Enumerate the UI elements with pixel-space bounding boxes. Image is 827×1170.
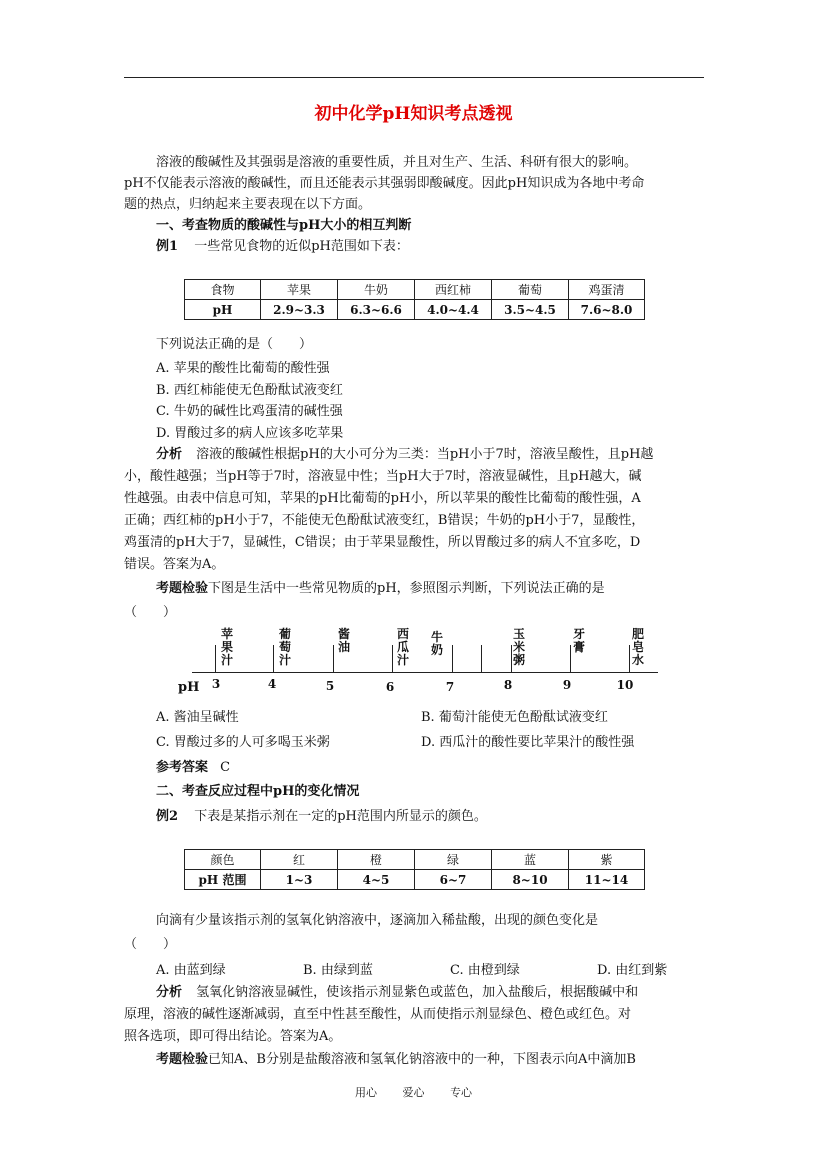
- scale-tick: [215, 645, 216, 672]
- analysis-1-line-1: [156, 444, 653, 465]
- table-row: [185, 870, 645, 890]
- page-title: 初中化学pH知识考点透视: [314, 104, 513, 124]
- footer-item: 爱心: [402, 1086, 425, 1099]
- option-b: B. 西红柿能使无色酚酞试液变红: [156, 383, 343, 398]
- section-heading-1: 一、考查物质的酸碱性与pH大小的相互判断: [156, 218, 412, 233]
- footer-item: 专心: [450, 1086, 472, 1099]
- food-ph-table: [184, 279, 645, 320]
- scale-tick: [452, 645, 453, 672]
- axis-label: pH: [178, 680, 200, 695]
- reference-answer-label: 参考答案: [156, 760, 209, 775]
- q2-option-d: D. 由红到紫: [597, 963, 668, 978]
- analysis-1-line-5: 鸡蛋清的pH大于7，显碱性，C错误；由于苹果显酸性，所以胃酸过多的病人不宜多吃，D: [124, 535, 641, 550]
- check-1-paren: （ ）: [124, 605, 177, 620]
- scale-tick: [570, 645, 571, 672]
- table-cell: 6.3~6.6: [338, 300, 415, 320]
- tick-label: 4: [267, 677, 277, 691]
- table-cell: 颜色: [185, 850, 261, 870]
- table-cell: 葡萄: [492, 280, 569, 300]
- example-text: 一些常见食物的近似pH范围如下表：: [194, 239, 409, 254]
- analysis-1-line-3: 性越强。由表中信息可知，苹果的pH比葡萄的pH小，所以苹果的酸性比葡萄的酸性强，A: [124, 491, 641, 506]
- table-cell: 苹果: [261, 280, 338, 300]
- table-cell: 西红柿: [415, 280, 492, 300]
- analysis-2-line-2: 原理，溶液的碱性逐渐减弱，直至中性甚至酸性，从而使指示剂显绿色、橙色或红色。对: [124, 1007, 632, 1022]
- indicator-color-table: [184, 849, 645, 890]
- q2-option-a: A. 由蓝到绿: [156, 963, 226, 978]
- table-header-row: [185, 280, 645, 300]
- check-1: [156, 578, 605, 599]
- analysis-label: 分析: [156, 985, 183, 1000]
- table-cell: 7.6~8.0: [569, 300, 645, 320]
- tick-label: 10: [616, 678, 634, 692]
- analysis-2-line-1: [156, 982, 638, 1003]
- footer-item: 用心: [355, 1086, 377, 1099]
- check-text: 下图是生活中一些常见物质的pH，参照图示判断，下列说法正确的是: [208, 581, 605, 596]
- reference-answer: [156, 757, 230, 778]
- scale-axis: [192, 672, 658, 673]
- table-cell: 3.5~4.5: [492, 300, 569, 320]
- tick-label: 9: [562, 678, 572, 692]
- tick-label: 8: [503, 678, 513, 692]
- table-cell: 8~10: [492, 870, 569, 890]
- question-2-paren: （ ）: [124, 937, 177, 952]
- analysis-1-line-6: 错误。答案为A。: [124, 557, 225, 572]
- substance-label: 肥皂水: [631, 627, 644, 667]
- option-d: D. 胃酸过多的病人应该多吃苹果: [156, 426, 344, 441]
- check-label: 考题检验: [156, 1052, 209, 1067]
- check-option-b: B. 葡萄汁能使无色酚酞试液变红: [421, 710, 608, 725]
- header-rule: [124, 77, 704, 78]
- scale-tick: [481, 645, 482, 672]
- substance-label: 牙膏: [572, 627, 585, 654]
- question-1: 下列说法正确的是（ ）: [156, 337, 313, 352]
- substance-label: 葡萄汁: [278, 627, 291, 667]
- check-text: 已知A、B分别是盐酸溶液和氢氧化钠溶液中的一种，下图表示向A中滴加B: [208, 1052, 636, 1067]
- q2-option-b: B. 由绿到蓝: [303, 963, 373, 978]
- analysis-1-line-4: 正确；西红柿的pH小于7，不能使无色酚酞试液变红，B错误；牛奶的pH小于7，显酸性，: [124, 513, 645, 528]
- table-cell: 1~3: [261, 870, 338, 890]
- substance-label: 玉米粥: [512, 627, 525, 667]
- table-cell: 11~14: [569, 870, 645, 890]
- tick-label: 7: [445, 680, 455, 694]
- analysis-label: 分析: [156, 447, 183, 462]
- analysis-text: 溶液的酸碱性根据pH的大小可分为三类：当pH小于7时，溶液呈酸性，且pH越: [196, 447, 654, 462]
- intro-line-2: pH不仅能表示溶液的酸碱性，而且还能表示其强弱即酸碱度。因此pH知识成为各地中考命: [124, 176, 645, 191]
- tick-label: 5: [325, 679, 335, 693]
- example-2: [156, 806, 487, 827]
- example-1: [156, 236, 409, 257]
- option-a: A. 苹果的酸性比葡萄的酸性强: [156, 361, 330, 376]
- scale-tick: [333, 645, 334, 672]
- scale-tick: [629, 645, 630, 672]
- table-cell: 橙: [338, 850, 415, 870]
- table-cell: 红: [261, 850, 338, 870]
- tick-label: 6: [385, 680, 395, 694]
- scale-tick: [392, 645, 393, 672]
- example-text: 下表是某指示剂在一定的pH范围内所显示的颜色。: [194, 809, 487, 824]
- scale-tick: [273, 645, 274, 672]
- table-row: [185, 300, 645, 320]
- option-c: C. 牛奶的碱性比鸡蛋清的碱性强: [156, 404, 343, 419]
- analysis-text: 氢氧化钠溶液显碱性，使该指示剂显紫色或蓝色，加入盐酸后，根据酸碱中和: [196, 985, 639, 1000]
- table-cell: 绿: [415, 850, 492, 870]
- section-heading-2: 二、考查反应过程中pH的变化情况: [156, 784, 360, 799]
- table-cell: 蓝: [492, 850, 569, 870]
- table-cell: 2.9~3.3: [261, 300, 338, 320]
- check-label: 考题检验: [156, 581, 209, 596]
- check-option-a: A. 酱油呈碱性: [156, 710, 239, 725]
- table-cell: 牛奶: [338, 280, 415, 300]
- analysis-2-line-3: 照各选项，即可得出结论。答案为A。: [124, 1029, 342, 1044]
- table-cell: 4~5: [338, 870, 415, 890]
- q2-option-c: C. 由橙到绿: [450, 963, 520, 978]
- example-label: 例2: [156, 809, 179, 824]
- table-cell: 食物: [185, 280, 261, 300]
- analysis-1-line-2: 小，酸性越强；当pH等于7时，溶液显中性；当pH大于7时，溶液显碱性，且pH越大，碱: [124, 469, 642, 484]
- substance-label: 酱油: [337, 627, 350, 654]
- example-label: 例1: [156, 239, 179, 254]
- table-cell: pH: [185, 300, 261, 320]
- check-2: [156, 1049, 636, 1070]
- check-option-d: D. 西瓜汁的酸性要比苹果汁的酸性强: [421, 735, 635, 750]
- substance-label: 牛奶: [430, 630, 443, 657]
- footer: [0, 1085, 827, 1101]
- substance-label: 苹果汁: [220, 627, 233, 667]
- substance-label: 西瓜汁: [396, 627, 409, 667]
- check-option-c: C. 胃酸过多的人可多喝玉米粥: [156, 735, 330, 750]
- table-cell: 4.0~4.4: [415, 300, 492, 320]
- table-cell: 6~7: [415, 870, 492, 890]
- question-2: 向滴有少量该指示剂的氢氧化钠溶液中，逐滴加入稀盐酸，出现的颜色变化是: [156, 913, 599, 928]
- reference-answer-value: C: [220, 760, 231, 775]
- intro-line-1: 溶液的酸碱性及其强弱是溶液的重要性质，并且对生产、生活、科研有很大的影响。: [156, 155, 638, 170]
- table-header-row: [185, 850, 645, 870]
- table-cell: 紫: [569, 850, 645, 870]
- tick-label: 3: [211, 677, 221, 691]
- table-cell: pH 范围: [185, 870, 261, 890]
- table-cell: 鸡蛋清: [569, 280, 645, 300]
- intro-line-3: 题的热点，归纳起来主要表现在以下方面。: [124, 197, 372, 212]
